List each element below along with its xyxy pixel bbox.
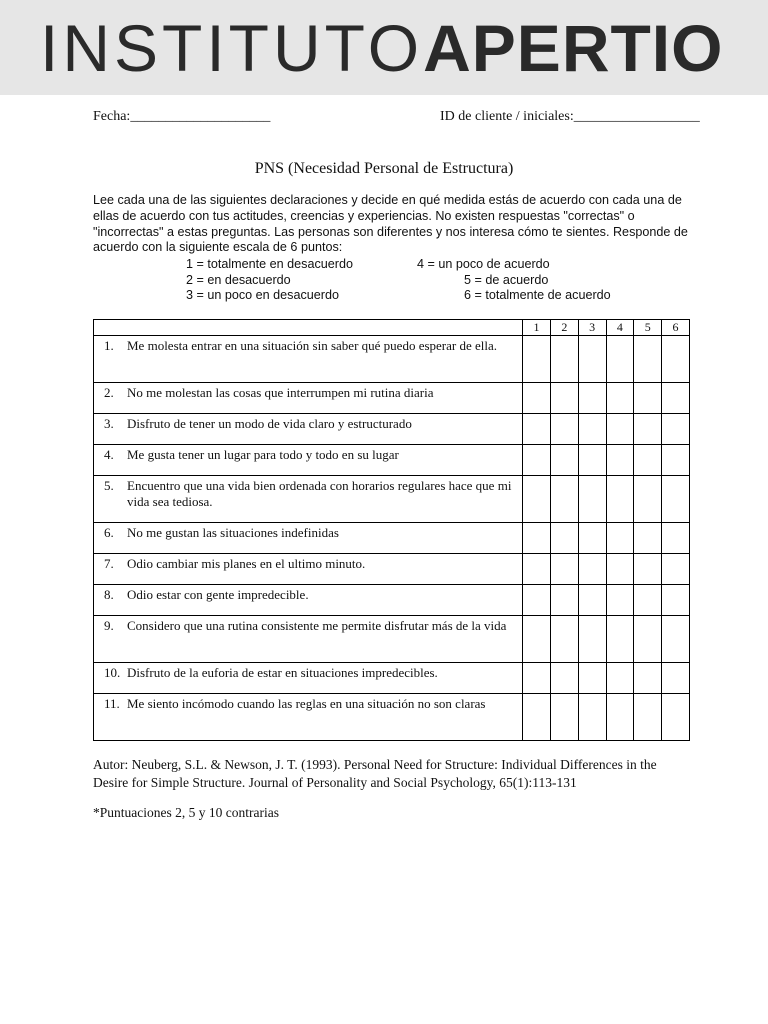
answer-cell[interactable] (550, 694, 578, 741)
column-header: 2 (550, 320, 578, 336)
answer-cell[interactable] (523, 414, 551, 445)
scoring-note: *Puntuaciones 2, 5 y 10 contrarias (93, 805, 279, 820)
answer-cell[interactable] (662, 523, 690, 554)
answer-cell[interactable] (550, 445, 578, 476)
answer-cell[interactable] (634, 694, 662, 741)
statement-text: Me gusta tener un lugar para todo y todo en su lugar (127, 447, 399, 462)
answer-cell[interactable] (578, 336, 606, 383)
answer-cell[interactable] (634, 554, 662, 585)
answer-cell[interactable] (606, 414, 634, 445)
answer-cell[interactable] (634, 663, 662, 694)
answer-cell[interactable] (634, 523, 662, 554)
answer-cell[interactable] (550, 476, 578, 523)
statement-cell (94, 414, 523, 445)
date-field: Fecha:____________________ (93, 109, 271, 124)
answer-cell[interactable] (578, 554, 606, 585)
answer-cell[interactable] (523, 616, 551, 663)
answer-cell[interactable] (550, 336, 578, 383)
answer-cell[interactable] (606, 523, 634, 554)
answer-cell[interactable] (662, 663, 690, 694)
answer-cell[interactable] (634, 476, 662, 523)
answer-cell[interactable] (523, 585, 551, 616)
answer-cell[interactable] (606, 616, 634, 663)
answer-cell[interactable] (662, 554, 690, 585)
table-row (94, 554, 690, 585)
institute-logo (40, 6, 723, 90)
answer-cell[interactable] (578, 445, 606, 476)
answer-cell[interactable] (606, 554, 634, 585)
answer-cell[interactable] (523, 445, 551, 476)
statement-number: 10. (104, 665, 121, 680)
answer-cell[interactable] (523, 336, 551, 383)
answer-cell[interactable] (662, 694, 690, 741)
answer-cell[interactable] (634, 414, 662, 445)
answer-cell[interactable] (662, 383, 690, 414)
answer-cell[interactable] (578, 476, 606, 523)
statement-text: Me siento incómodo cuando las reglas en una situación no son claras (127, 696, 486, 711)
statement-cell (94, 383, 523, 414)
answer-cell[interactable] (578, 616, 606, 663)
statement-text: Odio estar con gente impredecible. (127, 587, 309, 602)
answer-cell[interactable] (578, 523, 606, 554)
page-title: PNS (Necesidad Personal de Estructura) (254, 160, 514, 177)
questionnaire-table (93, 319, 690, 741)
answer-cell[interactable] (662, 414, 690, 445)
answer-cell[interactable] (634, 383, 662, 414)
table-header-row (94, 320, 690, 336)
answer-cell[interactable] (662, 336, 690, 383)
answer-cell[interactable] (662, 476, 690, 523)
answer-cell[interactable] (578, 414, 606, 445)
statement-cell (94, 554, 523, 585)
answer-cell[interactable] (578, 694, 606, 741)
answer-cell[interactable] (634, 616, 662, 663)
author-citation: Autor: Neuberg, S.L. & Newson, J. T. (1993). Personal Need for Structure: Individual Differences in the Desire for Simple Structure. Journal of Personality and Social Psychology, 65(1):113-131 (93, 757, 657, 790)
answer-cell[interactable] (634, 445, 662, 476)
statement-number: 1. (104, 338, 114, 353)
statement-number: 3. (104, 416, 114, 431)
answer-cell[interactable] (523, 663, 551, 694)
statement-cell (94, 445, 523, 476)
table-row (94, 694, 690, 741)
answer-cell[interactable] (523, 523, 551, 554)
column-header: 3 (578, 320, 606, 336)
column-header: 1 (523, 320, 551, 336)
table-row (94, 383, 690, 414)
answer-cell[interactable] (606, 476, 634, 523)
statement-cell (94, 616, 523, 663)
answer-cell[interactable] (523, 694, 551, 741)
header-blank-cell (94, 320, 523, 336)
column-header: 5 (634, 320, 662, 336)
statement-cell (94, 523, 523, 554)
statement-text: Considero que una rutina consistente me permite disfrutar más de la vida (127, 618, 507, 633)
statement-text: Disfruto de la euforia de estar en situaciones impredecibles. (127, 665, 438, 680)
table-row (94, 445, 690, 476)
statement-number: 5. (104, 478, 114, 493)
instructions-paragraph: Lee cada una de las siguientes declaraciones y decide en qué medida estás de acuerdo con cada una de ellas de acuerdo con tus actitudes, creencias y experiencias. No existen respuestas "correctas" o "incorrectas" a estas preguntas. Las personas son diferentes y nos interesa cómo te sientes. Responde de acuerdo con la siguiente escala de 6 puntos: (93, 193, 688, 255)
table-row (94, 414, 690, 445)
answer-cell[interactable] (550, 616, 578, 663)
statement-number: 2. (104, 385, 114, 400)
answer-cell[interactable] (606, 383, 634, 414)
statement-number: 4. (104, 447, 114, 462)
statement-text: Disfruto de tener un modo de vida claro y estructurado (127, 416, 412, 431)
answer-cell[interactable] (523, 554, 551, 585)
statement-text: Encuentro que una vida bien ordenada con horarios regulares hace que mi vida sea tediosa. (127, 478, 512, 509)
statement-number: 8. (104, 587, 114, 602)
table-row (94, 336, 690, 383)
statement-text: No me gustan las situaciones indefinidas (127, 525, 339, 540)
statement-number: 11. (104, 696, 120, 711)
statement-text: No me molestan las cosas que interrumpen mi rutina diaria (127, 385, 434, 400)
answer-cell[interactable] (606, 336, 634, 383)
answer-cell[interactable] (550, 585, 578, 616)
answer-cell[interactable] (550, 663, 578, 694)
answer-cell[interactable] (523, 383, 551, 414)
client-id-field: ID de cliente / iniciales:__________________ (440, 109, 700, 124)
table-row (94, 476, 690, 523)
answer-cell[interactable] (550, 523, 578, 554)
answer-cell[interactable] (634, 585, 662, 616)
answer-cell[interactable] (662, 585, 690, 616)
column-header: 6 (662, 320, 690, 336)
table-row (94, 663, 690, 694)
statement-text: Odio cambiar mis planes en el ultimo minuto. (127, 556, 366, 571)
statement-cell (94, 336, 523, 383)
answer-cell[interactable] (634, 336, 662, 383)
column-header: 4 (606, 320, 634, 336)
statement-cell (94, 585, 523, 616)
scale-item-3: 3 = un poco en desacuerdo (186, 288, 339, 302)
answer-cell[interactable] (662, 616, 690, 663)
answer-cell[interactable] (662, 445, 690, 476)
scale-item-2: 2 = en desacuerdo (186, 273, 291, 287)
answer-cell[interactable] (550, 554, 578, 585)
scale-item-1: 1 = totalmente en desacuerdo (186, 257, 353, 271)
answer-cell[interactable] (606, 663, 634, 694)
answer-cell[interactable] (550, 383, 578, 414)
answer-cell[interactable] (578, 383, 606, 414)
statement-cell (94, 663, 523, 694)
answer-cell[interactable] (606, 694, 634, 741)
answer-cell[interactable] (523, 476, 551, 523)
table-row (94, 523, 690, 554)
answer-cell[interactable] (606, 585, 634, 616)
scale-item-5: 5 = de acuerdo (464, 273, 549, 287)
statement-number: 7. (104, 556, 114, 571)
scale-item-6: 6 = totalmente de acuerdo (464, 288, 611, 302)
table-row (94, 585, 690, 616)
logo-light-text: INSTITUTO (40, 11, 424, 85)
answer-cell[interactable] (550, 414, 578, 445)
answer-cell[interactable] (578, 585, 606, 616)
statement-text: Me molesta entrar en una situación sin saber qué puedo esperar de ella. (127, 338, 497, 353)
statement-cell (94, 476, 523, 523)
header-banner (0, 0, 768, 95)
scale-item-4: 4 = un poco de acuerdo (417, 257, 550, 271)
answer-cell[interactable] (606, 445, 634, 476)
logo-bold-text: APERTIO (423, 11, 724, 85)
statement-cell (94, 694, 523, 741)
answer-cell[interactable] (578, 663, 606, 694)
statement-number: 9. (104, 618, 114, 633)
table-row (94, 616, 690, 663)
statement-number: 6. (104, 525, 114, 540)
